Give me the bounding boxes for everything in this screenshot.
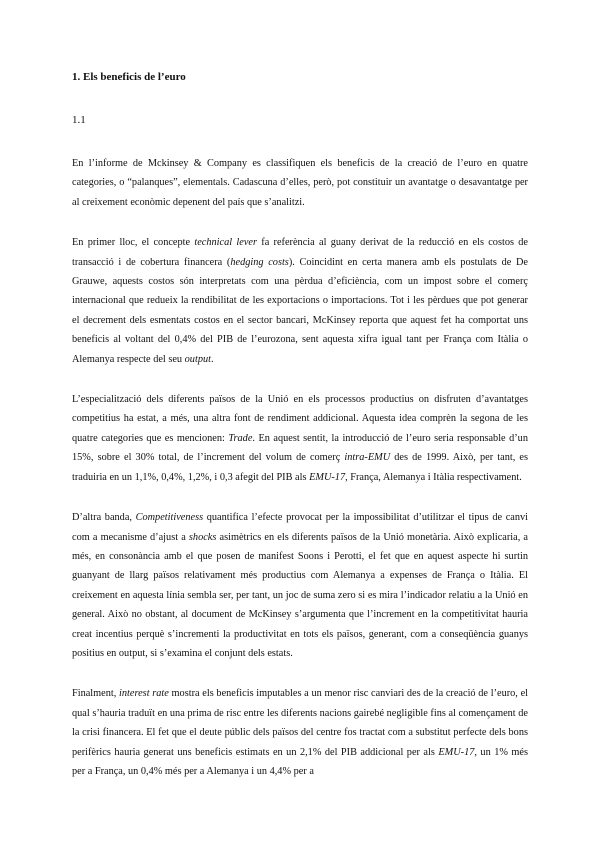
paragraph-text: . En aquest sentit, la introducció de l’euro seria responsable d’un 15%, sobre el 30% total, de l’increment del volum de comerç	[72, 432, 528, 464]
italic-term: intra-EMU	[344, 452, 391, 464]
document-body	[72, 68, 528, 802]
paragraph-text: Finalment,	[72, 688, 120, 700]
italic-term: EMU-17	[438, 746, 475, 758]
paragraph-text: En primer lloc, el concepte	[72, 237, 195, 249]
subsection-number: 1.1	[72, 114, 86, 126]
paragraph-text: En l’informe de Mckinsey & Company es classifiquen els beneficis de la creació de l’euro en quatre categories, o “palanques”, elementals. Cadascuna d’elles, però, pot constituir un avantatge o desavantatge per al creixement econòmic depenent del país que s’analitzi.	[72, 158, 528, 208]
paragraph-text: fa referència al guany derivat de la reducció en els costos de transacció i de cobertura financera (	[72, 237, 528, 268]
paragraph-text: , un 1% més per a França, un 0,4% més per a Alemanya i un 4,4% per a	[72, 746, 528, 777]
paragraph-text: des de 1999. Això, per tant, es traduiria en un 1,1%, 0,4%, 1,2%, i 0,3 afegit del PIB als	[72, 452, 528, 483]
paragraph-text: .	[210, 353, 214, 365]
body-paragraph	[72, 154, 528, 212]
body-paragraph	[72, 390, 528, 487]
paragraph-text: , França, Alemanya i Itàlia respectivament.	[345, 471, 522, 483]
section-heading: 1. Els beneficis de l’euro	[72, 71, 186, 83]
paragraphs-container	[72, 154, 528, 781]
body-paragraph	[72, 508, 528, 663]
italic-term: output	[184, 353, 211, 365]
italic-term: Trade	[228, 432, 253, 444]
italic-term: shocks	[188, 531, 217, 543]
paragraph-text: ). Coincidint en certa manera amb els postulats de De Grauwe, aquests costos són interpretats com una pèrdua d’eficiència, com un impost sobre el comerç internacional que redueix la rendibilitat de les exportacions o importacions. Tot i les pèrdues que pot generar el decrement dels esmentats costos en el sector bancari, McKinsey reporta que aquest fet ha comportat uns beneficis al voltant del 0,4% del PIB de l’eurozona, sent aquesta xifra igual tant per França com Itàlia o Alemanya respecte del seu	[72, 256, 529, 365]
paragraph-text: asimètrics en els diferents països de la Unió monetària. Això explicaria, a més, en consonància amb el que posen de manifest Soons i Perotti, el fet que en aquest aspecte hi surtin guanyant de llarg països relativament més productius com Alemanya a expenses de França o Itàlia. El creixement en aquesta línia sembla ser, per tant, un joc de suma zero si es mira l’indicador relatiu a la Unió en general. Això no obstant, al document de McKinsey s’argumenta que l’increment en la competitivitat hauria creat incentius perquè s’incrementi la productivitat en tots els països, generant, com a conseqüència guanys positius en output, si s’examina el conjunt dels estats.	[72, 531, 528, 659]
paragraph-text: mostra els beneficis imputables a un menor risc canviari des de la creació de l’euro, el qual s’hauria traduït en una prima de risc entre les diferents nacions gairebé negligible fins al començament de la crisi financera. El fet que el deute públic dels països del centre fos tractat com a substitut perfecte dels bons perifèrics hauria generat uns beneficis estimats en un 2,1% del PIB addicional per als	[72, 688, 529, 758]
italic-term: hedging costs	[230, 256, 289, 268]
italic-term: EMU-17	[309, 471, 346, 483]
paragraph-text: D’altra banda,	[72, 512, 136, 524]
italic-term: technical lever	[194, 237, 257, 249]
italic-term: Competitiveness	[135, 512, 204, 524]
italic-term: interest rate	[119, 688, 169, 700]
paragraph-text: quantifica l’efecte provocat per la impossibilitat d’utilitzar el tipus de canvi com a mecanisme d’ajust a	[72, 512, 528, 543]
body-paragraph	[72, 684, 528, 781]
body-paragraph	[72, 233, 528, 369]
paragraph-text: L’especialització dels diferents països de la Unió en els processos productius on disfruten d’avantatges competitius ha estat, a més, una altra font de rendiment addicional. Aquesta idea comprèn la segona de les quatre categories que es mencionen:	[72, 394, 528, 444]
